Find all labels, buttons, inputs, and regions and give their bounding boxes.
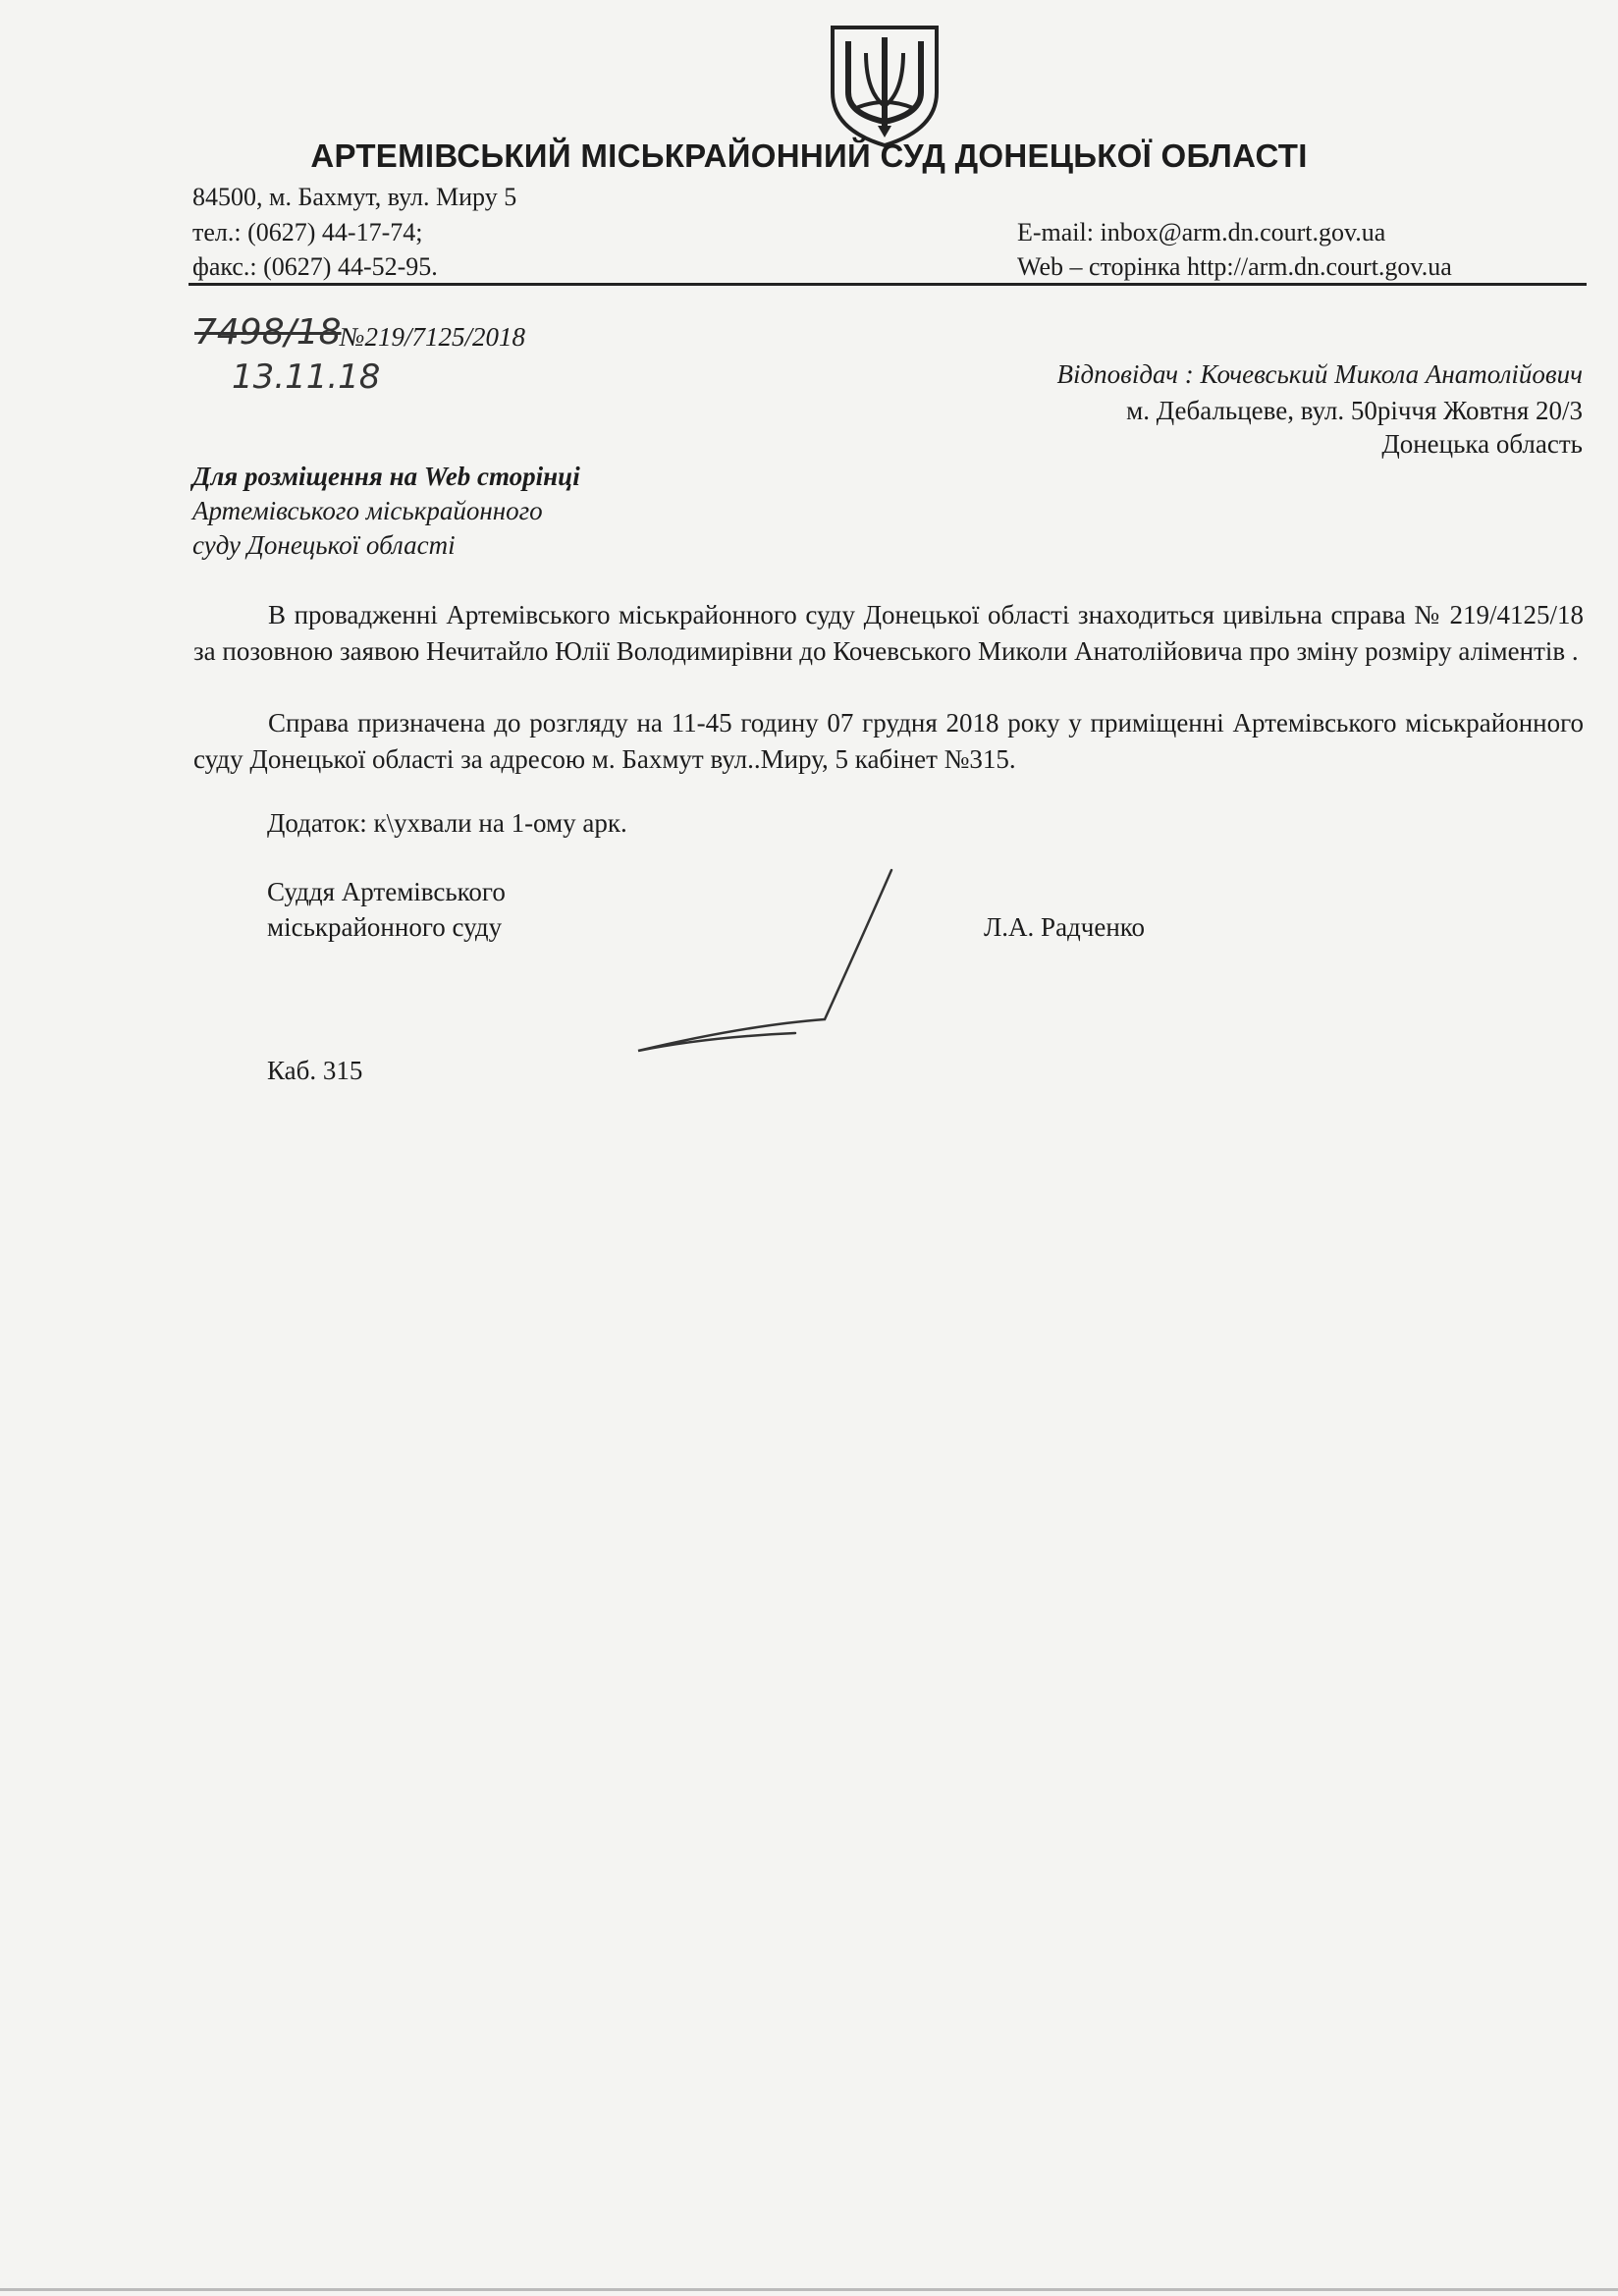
- court-fax: факс.: (0627) 44-52-95.: [192, 252, 438, 281]
- respondent-address: м. Дебальцеве, вул. 50річчя Жовтня 20/3: [1126, 396, 1583, 425]
- judge-position-line1: Суддя Артемівського: [267, 877, 506, 906]
- body-paragraph-2: [193, 705, 1584, 778]
- hearing-schedule-text: Справа призначена до розгляду на 11-45 годину 07 грудня 2018 року у приміщенні Артемівського міськрайонного суду Донецької області за адресою м. Бахмут вул..Миру, 5 кабінет №315.: [193, 708, 1584, 774]
- placement-note-line3: суду Донецької області: [192, 530, 456, 560]
- case-description-text: В провадженні Артемівського міськрайонного суду Донецької області знаходиться цивільна справа № 219/4125/18 за позовною заявою Нечитайло Юлії Володимирівни до Кочевського Миколи Анатолійовича про зміну розміру аліментів .: [193, 600, 1584, 666]
- court-address: 84500, м. Бахмут, вул. Миру 5: [192, 183, 517, 211]
- placement-note-line2: Артемівського міськрайонного: [192, 496, 543, 525]
- court-title: АРТЕМІВСЬКИЙ МІСЬКРАЙОННИЙ СУД ДОНЕЦЬКОЇ ОБЛАСТІ: [310, 137, 1308, 174]
- judge-position-line2: міськрайонного суду: [267, 912, 503, 942]
- attachment-note: Додаток: к\ухвали на 1-ому арк.: [267, 808, 627, 838]
- body-paragraph-1: [193, 597, 1584, 670]
- court-website: Web – сторінка http://arm.dn.court.gov.ua: [1017, 252, 1452, 281]
- header-divider: [189, 283, 1587, 286]
- court-email: E-mail: inbox@arm.dn.court.gov.ua: [1017, 218, 1386, 246]
- handwritten-signature: [628, 864, 903, 1070]
- room-number: Каб. 315: [267, 1056, 363, 1085]
- case-reference: №219/7125/2018: [340, 322, 525, 352]
- handwritten-incoming-number: 7498/18: [194, 312, 342, 353]
- respondent-name: Відповідач : Кочевський Микола Анатолійович: [1056, 359, 1583, 389]
- trident-coat-of-arms-icon: [827, 24, 943, 149]
- judge-name: Л.А. Радченко: [984, 912, 1146, 942]
- scan-edge-line: [0, 2288, 1618, 2291]
- court-phone: тел.: (0627) 44-17-74;: [192, 218, 423, 246]
- handwritten-date: 13.11.18: [232, 357, 381, 397]
- respondent-region: Донецька область: [1381, 429, 1583, 459]
- placement-note-title: Для розміщення на Web сторінці: [192, 462, 580, 491]
